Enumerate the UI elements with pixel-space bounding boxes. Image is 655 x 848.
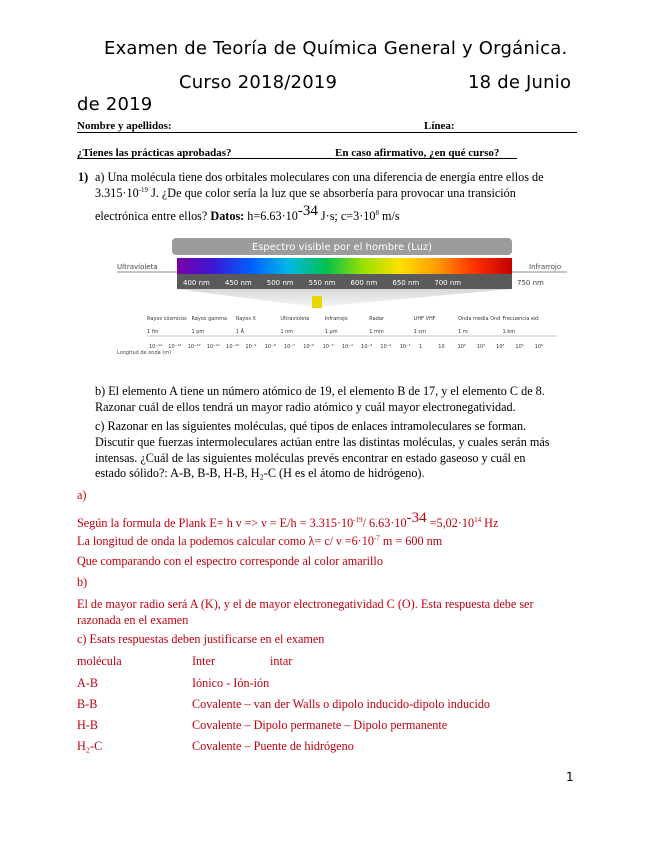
- question-number: 1): [78, 170, 89, 184]
- zoom-cone: [177, 289, 512, 306]
- name-label: Nombre y apellidos:: [77, 120, 172, 132]
- scale-unit-label: 1 m: [458, 329, 468, 335]
- scale-top-row: [147, 328, 515, 335]
- region-label: Rayos X: [235, 316, 256, 322]
- region-label: Ultravioleta: [280, 316, 310, 322]
- exponent-label: 10⁻⁵: [322, 344, 334, 350]
- nm-label: 750 nm: [517, 279, 544, 287]
- table-row-bonds: Iónico - Ión-ión: [192, 676, 270, 690]
- exponent-label: 10⁻³: [361, 344, 373, 350]
- region-label: Onda media Ond: [458, 316, 501, 322]
- practices-line: [77, 158, 517, 159]
- exponent-label: 10⁻¹: [399, 344, 411, 350]
- table-head-intra: intar: [270, 654, 293, 668]
- question-b-line2: Razonar cuál de ellos tendrá un mayor radio atómico y cuál mayor electronegatividad.: [95, 400, 516, 414]
- scale-unit-label: 1 nm: [280, 329, 294, 335]
- table-head-molecule: molécula: [77, 654, 122, 668]
- table-row-molecule: H-B: [77, 718, 98, 732]
- answer-b-line2: razonada en el examen: [77, 613, 189, 627]
- nm-label: 500 nm: [266, 279, 294, 287]
- exponent-label: 10: [438, 344, 445, 350]
- scale-unit-label: 1 mm: [369, 329, 384, 335]
- question-c-line4: estado sólido?: A-B, B-B, H-B, H₂-C (H es el átomo de hidrógeno).: [95, 466, 425, 480]
- region-label: Rayos cósmicos: [147, 316, 187, 322]
- exponent-label: 10⁻¹⁴: [149, 344, 163, 350]
- region-label: Radar: [369, 316, 384, 322]
- scale-unit-label: 1 µm: [324, 329, 338, 335]
- exponent-label: 10⁻⁴: [341, 344, 353, 350]
- spectrum-title: Espectro visible por el hombre (Luz): [251, 242, 433, 253]
- answer-a-planck: Según la formula de Plank E= h $\nu => \nu = E/h = 3.315\cdot 10^{-19}/$ $6.63\cdot 10^{-34} =5,02\cdot 10^{14}$ Hz: [77, 510, 499, 531]
- answer-c-line1: c) Esats respuestas deben justificarse en el examen: [77, 632, 325, 646]
- name-line: [77, 132, 577, 133]
- exponent-label: 10⁻²: [380, 344, 392, 350]
- question-a-line3: electrónica entre ellos? Datos: $h=6.63\cdot 10^{-34}$ J·s; $c=3\cdot 10^8$ m/s: [95, 203, 400, 224]
- answer-a-compare: Que comparando con el espectro corresponde al color amarillo: [77, 554, 383, 568]
- exponent-label: 10⁻⁷: [284, 344, 296, 350]
- exponent-label: 10³: [476, 344, 486, 350]
- spectrum-band: [177, 258, 512, 274]
- exponent-label: 10⁻¹⁰: [226, 344, 240, 350]
- page-number: 1: [566, 770, 574, 784]
- spectrum-svg: [117, 236, 567, 371]
- exponent-label: 10⁻¹¹: [206, 344, 220, 350]
- exponent-label: 10²: [457, 344, 466, 350]
- exponent-label: 10⁻¹²: [187, 344, 201, 350]
- nm-label: 400 nm: [183, 279, 210, 287]
- table-row-molecule: H₂-C: [77, 739, 103, 753]
- visible-marker: [312, 296, 322, 308]
- scale-unit-label: 1 fm: [147, 329, 159, 335]
- question-c-line1: c) Razonar en las siguientes moléculas, qué tipos de enlaces intramoleculares se forman.: [95, 419, 527, 433]
- nm-label: 600 nm: [350, 279, 378, 287]
- region-label: Frecuencia ext: [502, 316, 539, 322]
- exponent-label: 10⁵: [515, 344, 524, 350]
- exponent-row: [149, 344, 543, 350]
- page-title: Examen de Teoría de Química General y Orgánica.: [104, 38, 568, 59]
- exponent-label: 1: [419, 344, 423, 350]
- table-row-molecule: A-B: [77, 676, 98, 690]
- table-head-inter: Inter: [192, 654, 216, 668]
- region-label: Rayos gamma: [191, 316, 228, 322]
- wavelength-row-label: Longitud de onda (m): [117, 350, 172, 356]
- regions-row: [147, 315, 539, 322]
- uv-label: Ultravioleta: [117, 263, 158, 271]
- course-label: Curso 2018/2019: [179, 72, 338, 93]
- region-label: UHF VHF: [413, 316, 436, 322]
- region-label: Infrarrojo: [324, 316, 348, 322]
- spectrum-figure: [117, 236, 567, 371]
- answer-b-line1: El de mayor radio será A (K), y el de mayor electronegatividad C (O). Esta respuesta debe ser: [77, 597, 534, 611]
- line-label: Línea:: [424, 120, 455, 132]
- nm-label: 550 nm: [308, 279, 336, 287]
- question-c-line2: Discutir que fuerzas intermoleculares actúan entre las distintas moléculas, y cuales serán más: [95, 435, 550, 449]
- ir-label: Infrarrojo: [529, 263, 562, 271]
- table-row-molecule: B-B: [77, 697, 98, 711]
- table-row-bonds: Covalente – Dipolo permanete – Dipolo permanente: [192, 718, 448, 732]
- question-a-line1: a) Una molécula tiene dos orbitales moleculares con una diferencia de energía entre ellos de: [95, 170, 544, 184]
- exponent-label: 10⁻¹³: [168, 344, 182, 350]
- answer-a-label: a): [77, 488, 87, 502]
- exam-date: 18 de Junio: [468, 72, 572, 93]
- table-row-bonds: Covalente – Puente de hidrógeno: [192, 739, 354, 753]
- exponent-label: 10⁴: [496, 344, 505, 350]
- nm-label: 650 nm: [392, 279, 420, 287]
- question-c-line3: intensas. ¿Cuál de las siguientes moléculas prevés encontrar en estado gaseoso y cuál en: [95, 451, 526, 465]
- scale-unit-label: 1 pm: [191, 329, 205, 335]
- answer-a-lambda: La longitud de onda la podemos calcular como λ= c/ $\nu =6\cdot 10^{-7}$ m = 600 nm: [77, 534, 443, 549]
- nm-label: 450 nm: [224, 279, 252, 287]
- course-question: En caso afirmativo, ¿en qué curso?: [335, 147, 500, 159]
- question-b-line1: b) El elemento A tiene un número atómico de 19, el elemento B de 17, y el elemento C de 8.: [95, 384, 545, 398]
- scale-unit-label: 1 km: [502, 329, 516, 335]
- exponent-label: 10⁻⁶: [303, 344, 315, 350]
- exponent-label: 10⁻⁹: [245, 344, 257, 350]
- scale-unit-label: 1 cm: [413, 329, 427, 335]
- practices-question: ¿Tienes las prácticas aprobadas?: [77, 147, 232, 159]
- exponent-label: 10⁻⁸: [264, 344, 276, 350]
- table-row-bonds: Covalente – van der Walls o dipolo inducido-dipolo inducido: [192, 697, 491, 711]
- exponent-label: 10⁶: [534, 344, 544, 350]
- exam-date-year: de 2019: [77, 94, 153, 115]
- scale-unit-label: 1 Å: [235, 329, 245, 335]
- question-a-line2: $3.315\cdot 10^{-19}$ J. ¿De que color sería la luz que se absorbería para provocar una transición: [95, 186, 516, 201]
- answer-b-label: b): [77, 575, 88, 589]
- nm-label: 700 nm: [434, 279, 462, 287]
